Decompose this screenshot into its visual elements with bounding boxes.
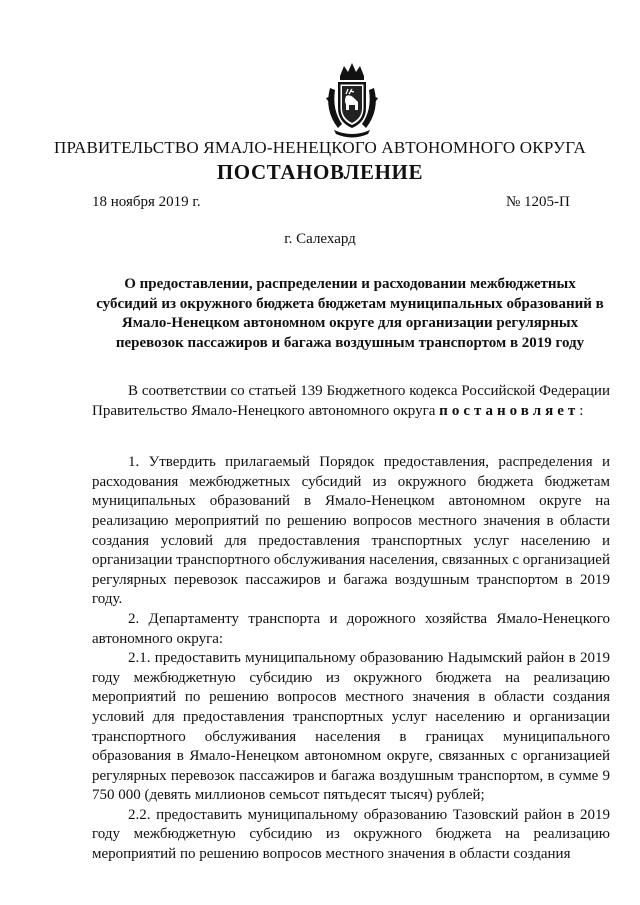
- paragraph-2-1: 2.1. предоставить муниципальному образованию Надымский район в 2019 году межбюджетную субсидию из окружного бюджета на реализацию мероприятий по решению вопросов местного значения в области создания условий для предоставления транспортных услуг населению и организации транспортного обслуживания населения в границах муниципального образования в Ямало-Ненецком автономном округе, связанных с организацией регулярных перевозок пассажиров и багажа воздушным транспортом, в сумме 9 750 000 (девять миллионов семьсот пятьдесят тысяч) рублей;: [92, 650, 610, 804]
- title-line: Ямало-Ненецком автономном округе для организации регулярных: [121, 315, 579, 331]
- paragraph-2: 2. Департаменту транспорта и дорожного хозяйства Ямало-Ненецкого автономного округа:: [92, 610, 610, 647]
- preamble-text: В соответствии со статьей 139 Бюджетного кодекса Российской Федерации Правительство Ямало-Ненецкого автономного округа: [92, 383, 610, 419]
- title-line: перевозок пассажиров и багажа воздушным транспортом в 2019 году: [115, 334, 585, 351]
- paragraph-gap: [92, 421, 610, 453]
- paragraph-2-2: 2.2. предоставить муниципальному образованию Тазовский район в 2019 году межбюджетную субсидию из окружного бюджета на реализацию мероприятий по решению вопросов местного значения в области создания: [92, 806, 610, 863]
- title-line: субсидий из окружного бюджета бюджетам муниципальных образований в: [96, 295, 604, 312]
- paragraph-1: 1. Утвердить прилагаемый Порядок предоставления, распределения и расходования межбюджетных субсидий из окружного бюджета бюджетам муниципальных образований в Ямало-Ненецком автономном округе на реализацию мероприятий по решению вопросов местного значения в области создания условий для предоставления транспортных услуг населению и организации транспортного обслуживания населения, связанных с организацией регулярных перевозок пассажиров и багажа воздушным транспортом в 2019 году.: [92, 454, 610, 608]
- organization-name: ПРАВИТЕЛЬСТВО ЯМАЛО-НЕНЕЦКОГО АВТОНОМНОГО ОКРУГА: [54, 138, 586, 157]
- preamble-paragraph: [92, 382, 610, 421]
- title-line: О предоставлении, распределении и расходовании межбюджетных: [124, 276, 576, 292]
- preamble-end: :: [579, 402, 584, 419]
- document-title: [90, 275, 610, 353]
- document-city: г. Салехард: [284, 231, 356, 247]
- document-date: 18 ноября 2019 г.: [92, 194, 201, 210]
- document-number: № 1205-П: [506, 194, 570, 210]
- preamble-verb: постановляет: [439, 402, 580, 419]
- document-body: [92, 382, 610, 865]
- yamal-coat-of-arms-icon: [316, 58, 388, 138]
- document-type: ПОСТАНОВЛЕНИЕ: [216, 160, 424, 184]
